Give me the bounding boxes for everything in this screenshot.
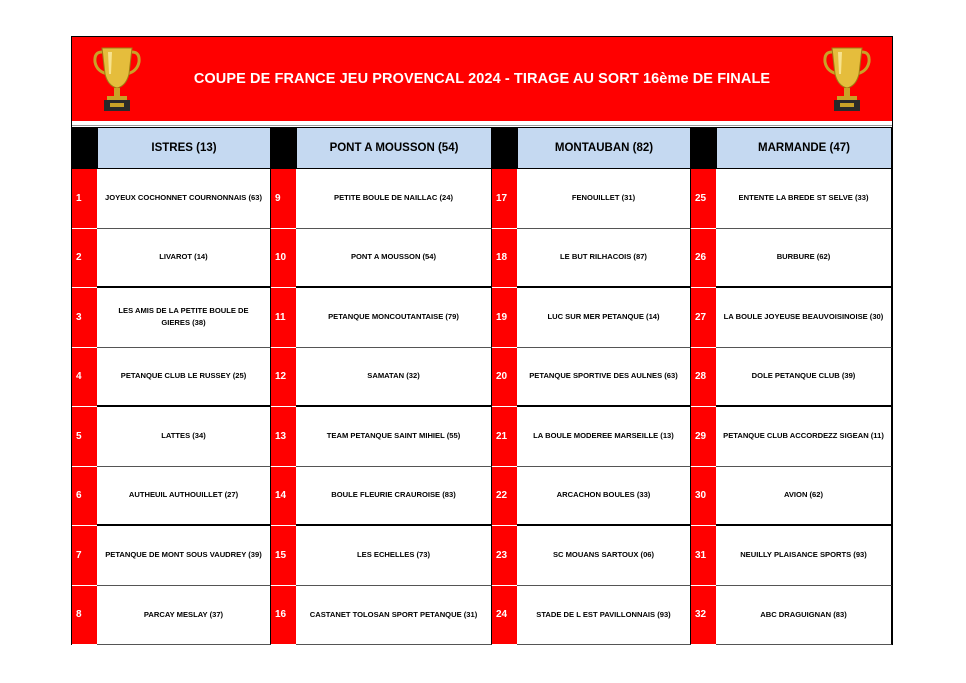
draw-number: 12 — [271, 348, 296, 408]
team-cell: LA BOULE JOYEUSE BEAUVOISINOISE (30) — [716, 288, 892, 348]
team-cell: FENOUILLET (31) — [517, 169, 691, 229]
draw-number: 19 — [492, 288, 517, 348]
team-cell: PETANQUE SPORTIVE DES AULNES (63) — [517, 348, 691, 408]
team-cell: SAMATAN (32) — [296, 348, 492, 408]
draw-number: 31 — [691, 526, 716, 586]
team-cell: TEAM PETANQUE SAINT MIHIEL (55) — [296, 407, 492, 467]
team-cell: AVION (62) — [716, 467, 892, 527]
draw-number: 28 — [691, 348, 716, 408]
draw-number: 6 — [72, 467, 97, 527]
draw-number: 3 — [72, 288, 97, 348]
group-header: MARMANDE (47) — [716, 127, 892, 169]
draw-number: 26 — [691, 229, 716, 289]
draw-number: 24 — [492, 586, 517, 646]
draw-number: 22 — [492, 467, 517, 527]
team-cell: LIVAROT (14) — [97, 229, 271, 289]
draw-number: 27 — [691, 288, 716, 348]
draw-number: 21 — [492, 407, 517, 467]
team-cell: STADE DE L EST PAVILLONNAIS (93) — [517, 586, 691, 646]
draw-sheet — [71, 36, 893, 645]
team-cell: LUC SUR MER PETANQUE (14) — [517, 288, 691, 348]
team-cell: LES AMIS DE LA PETITE BOULE DE GIERES (38) — [97, 288, 271, 348]
team-cell: JOYEUX COCHONNET COURNONNAIS (63) — [97, 169, 271, 229]
draw-number: 14 — [271, 467, 296, 527]
draw-number: 1 — [72, 169, 97, 229]
team-cell: SC MOUANS SARTOUX (06) — [517, 526, 691, 586]
draw-number: 2 — [72, 229, 97, 289]
draw-number: 9 — [271, 169, 296, 229]
header-spacer — [271, 127, 296, 169]
group-header: ISTRES (13) — [97, 127, 271, 169]
draw-number: 17 — [492, 169, 517, 229]
team-cell: PONT A MOUSSON (54) — [296, 229, 492, 289]
draw-number: 13 — [271, 407, 296, 467]
team-cell: BOULE FLEURIE CRAUROISE (83) — [296, 467, 492, 527]
draw-table — [72, 127, 892, 645]
team-cell: AUTHEUIL AUTHOUILLET (27) — [97, 467, 271, 527]
team-cell: PETANQUE CLUB LE RUSSEY (25) — [97, 348, 271, 408]
title-banner — [72, 37, 892, 121]
team-cell: LA BOULE MODEREE MARSEILLE (13) — [517, 407, 691, 467]
draw-number: 8 — [72, 586, 97, 646]
team-cell: LES ECHELLES (73) — [296, 526, 492, 586]
header-spacer — [691, 127, 716, 169]
draw-number: 32 — [691, 586, 716, 646]
draw-number: 10 — [271, 229, 296, 289]
header-spacer — [492, 127, 517, 169]
team-cell: PETANQUE MONCOUTANTAISE (79) — [296, 288, 492, 348]
draw-number: 30 — [691, 467, 716, 527]
team-cell: NEUILLY PLAISANCE SPORTS (93) — [716, 526, 892, 586]
header-spacer — [72, 127, 97, 169]
draw-number: 18 — [492, 229, 517, 289]
page-title: COUPE DE FRANCE JEU PROVENCAL 2024 - TIRAGE AU SORT 16ème DE FINALE — [193, 71, 771, 87]
team-cell: DOLE PETANQUE CLUB (39) — [716, 348, 892, 408]
team-cell: PARCAY MESLAY (37) — [97, 586, 271, 646]
draw-number: 23 — [492, 526, 517, 586]
team-cell: BURBURE (62) — [716, 229, 892, 289]
team-cell: PETANQUE DE MONT SOUS VAUDREY (39) — [97, 526, 271, 586]
team-cell: ENTENTE LA BREDE ST SELVE (33) — [716, 169, 892, 229]
team-cell: PETANQUE CLUB ACCORDEZZ SIGEAN (11) — [716, 407, 892, 467]
divider — [72, 121, 892, 126]
draw-number: 20 — [492, 348, 517, 408]
draw-number: 15 — [271, 526, 296, 586]
draw-number: 7 — [72, 526, 97, 586]
draw-number: 29 — [691, 407, 716, 467]
draw-number: 25 — [691, 169, 716, 229]
draw-number: 4 — [72, 348, 97, 408]
draw-number: 16 — [271, 586, 296, 646]
group-header: PONT A MOUSSON (54) — [296, 127, 492, 169]
group-header: MONTAUBAN (82) — [517, 127, 691, 169]
draw-number: 5 — [72, 407, 97, 467]
draw-number: 11 — [271, 288, 296, 348]
team-cell: PETITE BOULE DE NAILLAC (24) — [296, 169, 492, 229]
trophy-icon — [822, 44, 872, 114]
team-cell: ABC DRAGUIGNAN (83) — [716, 586, 892, 646]
team-cell: LE BUT RILHACOIS (87) — [517, 229, 691, 289]
team-cell: ARCACHON BOULES (33) — [517, 467, 691, 527]
team-cell: LATTES (34) — [97, 407, 271, 467]
trophy-icon — [92, 44, 142, 114]
team-cell: CASTANET TOLOSAN SPORT PETANQUE (31) — [296, 586, 492, 646]
